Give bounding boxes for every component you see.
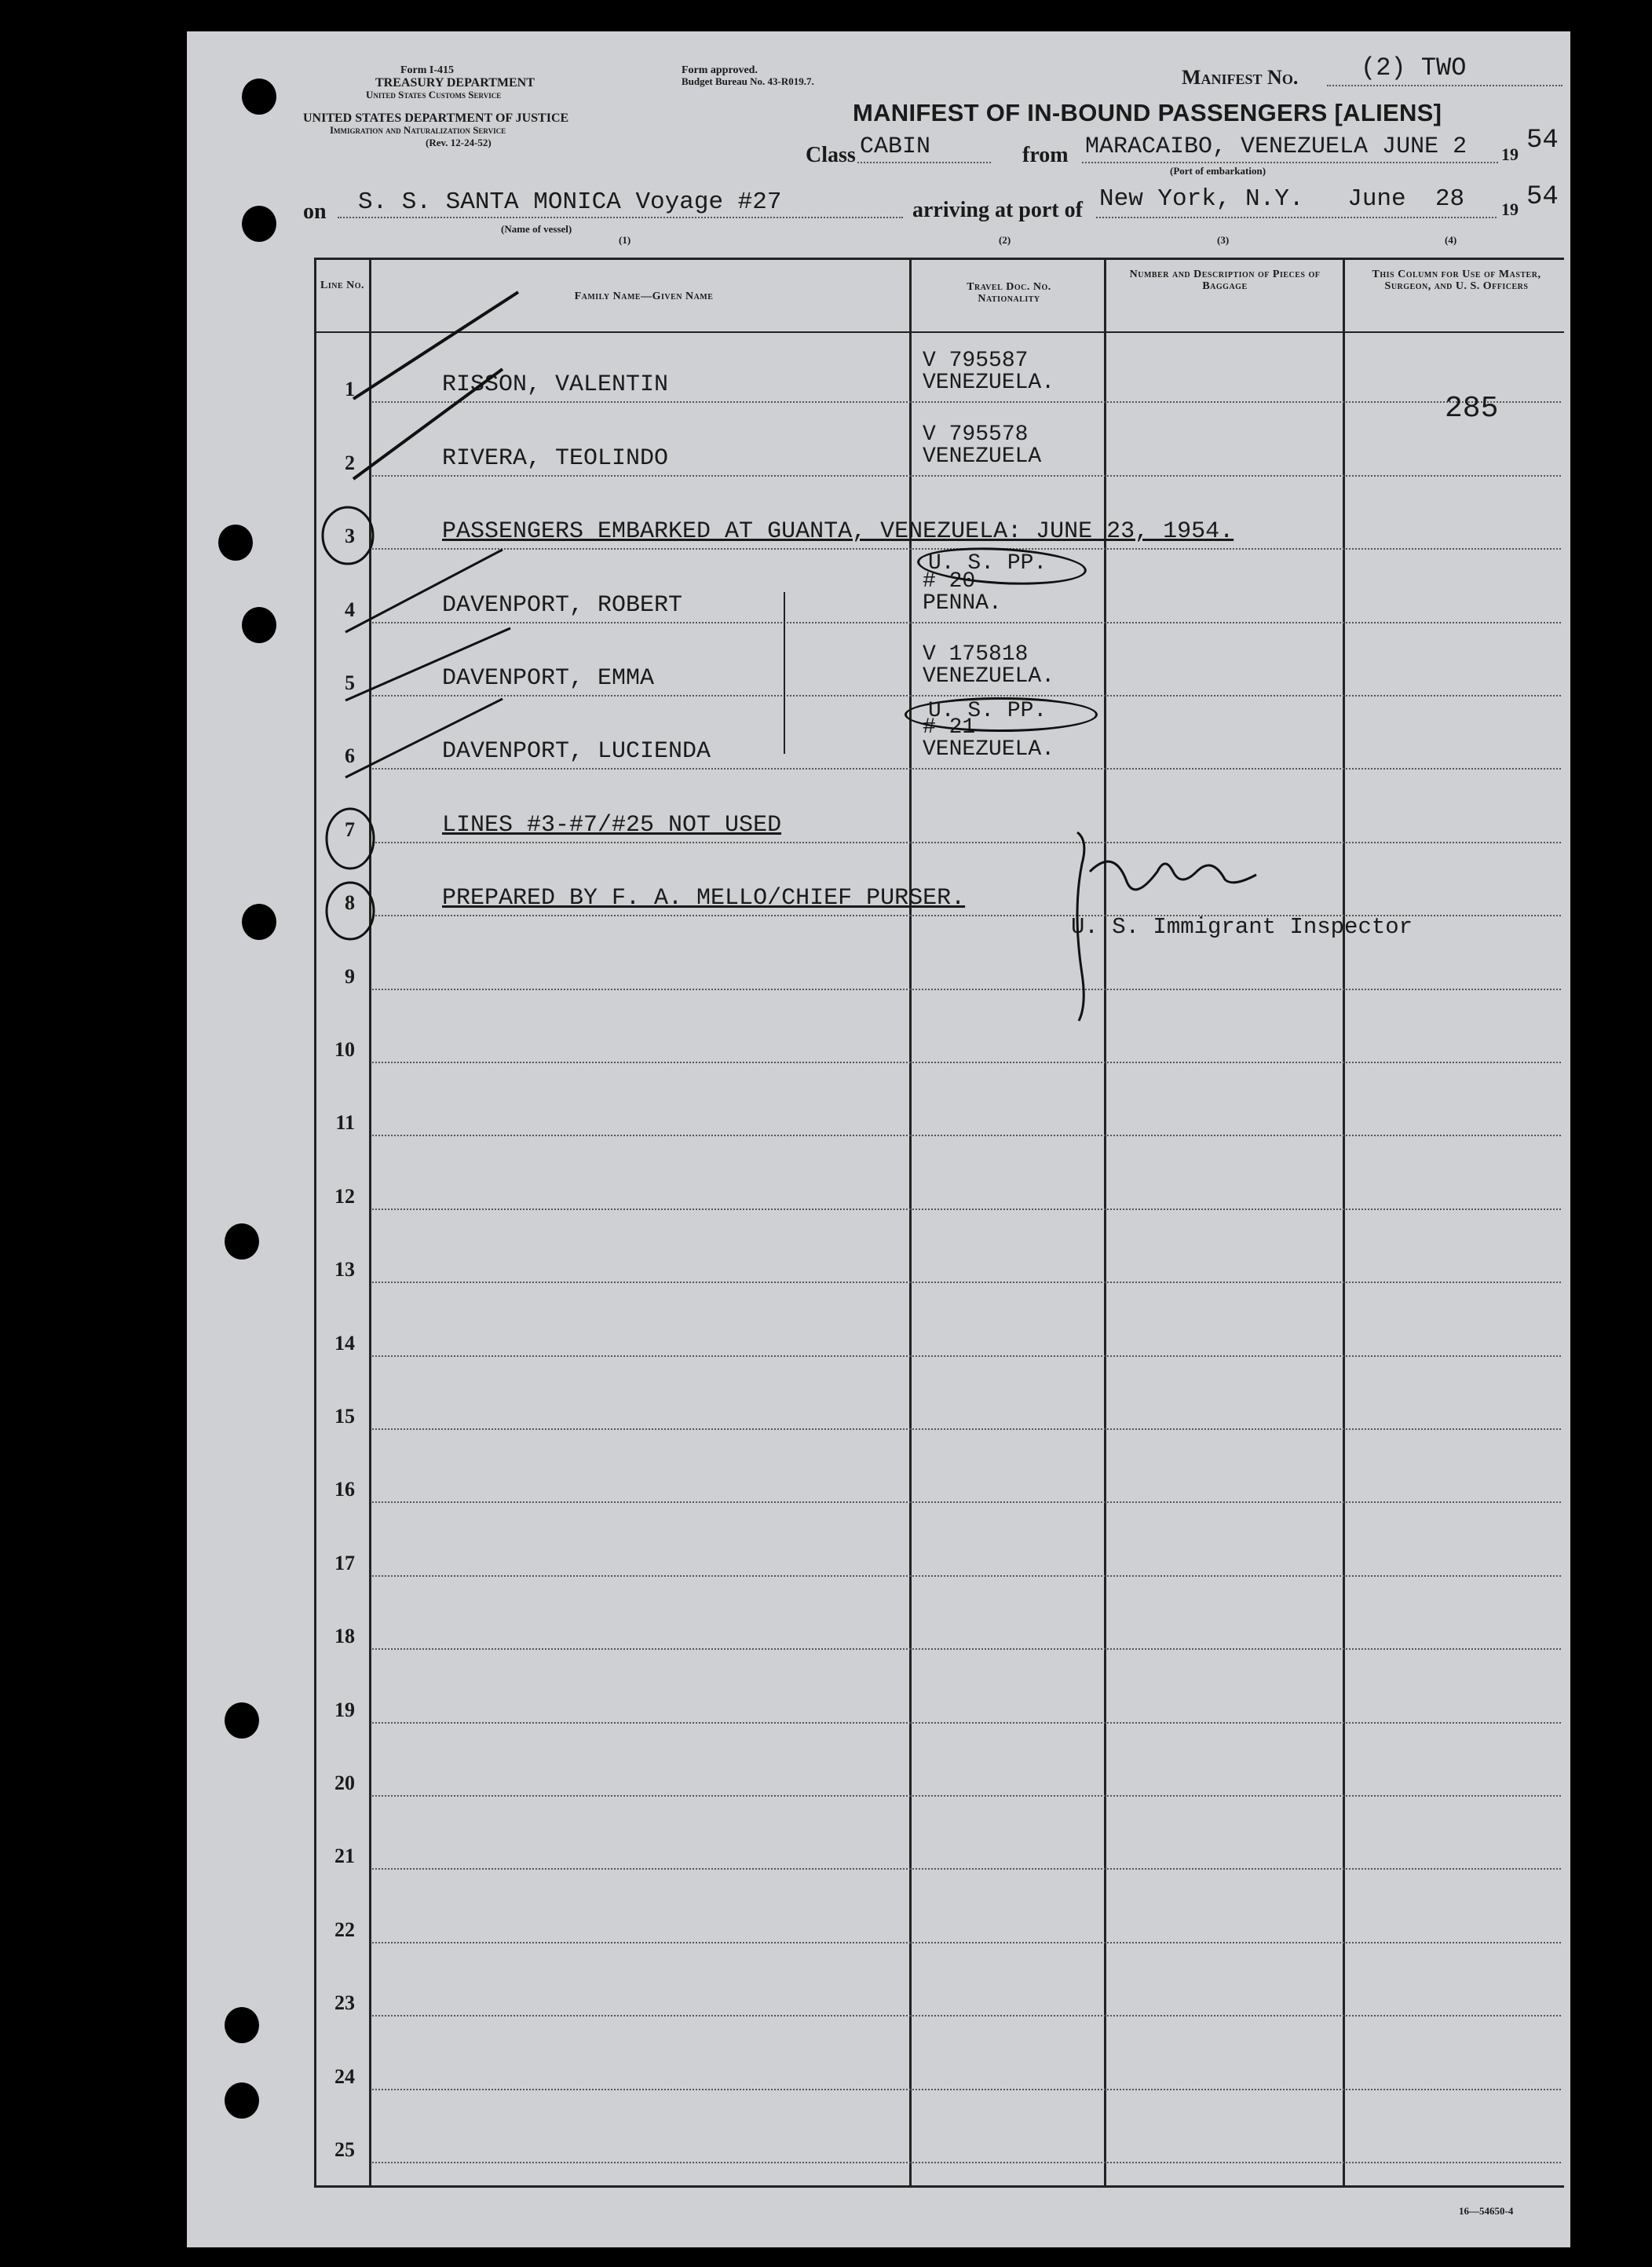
row4-doc0: U. S. PP.: [928, 551, 1047, 576]
col-marker-2: (2): [999, 234, 1011, 246]
binder-hole: [218, 525, 253, 561]
table-row: [314, 1071, 1570, 1144]
table-row: [314, 1438, 1570, 1511]
row-rule: [372, 1135, 1561, 1136]
table-row: [314, 2098, 1570, 2171]
row-number: 4: [345, 598, 355, 621]
from-rule: [1082, 162, 1498, 163]
row-number: 21: [334, 1845, 355, 1868]
bracket-line: [784, 592, 785, 754]
row-number: 11: [335, 1111, 355, 1135]
row-number: 17: [334, 1551, 355, 1574]
row-number: 15: [334, 1404, 355, 1428]
table-row: [314, 1731, 1570, 1804]
row5-doc3: U. S. PP.: [928, 699, 1047, 723]
manifest-no: (2) TWO: [1361, 53, 1467, 82]
arrival-rule: [1096, 217, 1497, 218]
customs-service: United States Customs Service: [366, 89, 502, 101]
nationality: VENEZUELA.: [923, 371, 1055, 396]
row-number: 25: [334, 2137, 355, 2161]
row-rule: [372, 1942, 1561, 1943]
class-value: CABIN: [860, 133, 931, 160]
binder-hole: [225, 1223, 259, 1260]
table-row: [314, 1804, 1570, 1878]
binder-hole: [242, 206, 276, 242]
table-row: [314, 1658, 1570, 1731]
treasury-dept: TREASURY DEPARTMENT: [375, 76, 535, 90]
binder-hole: [225, 1702, 259, 1739]
row-rule: [372, 2162, 1561, 2163]
row-number: 9: [345, 964, 355, 988]
arrival-port: New York, N.Y. June 28: [1099, 185, 1465, 213]
passenger-name: DAVENPORT, EMMA: [442, 664, 655, 692]
table-row: [314, 391, 1570, 484]
nationality: VENEZUELA.: [923, 737, 1055, 762]
vessel-name: S. S. SANTA MONICA Voyage #27: [358, 188, 782, 216]
table-top-rule: [314, 258, 1564, 260]
officer-note: 285: [1445, 391, 1499, 426]
col-marker-3: (3): [1217, 234, 1230, 246]
row-number: 19: [334, 1698, 355, 1721]
row-number: 13: [334, 1258, 355, 1282]
row-number: 3: [345, 525, 355, 548]
table-row: [314, 1511, 1570, 1584]
row-rule: [372, 1208, 1561, 1210]
row-rule: [372, 475, 1561, 477]
nationality: PENNA.: [923, 591, 1002, 616]
row-number: 23: [334, 1991, 355, 2015]
passenger-name: PASSENGERS EMBARKED AT GUANTA, VENEZUELA: JUNE 23, 1954.: [442, 518, 1234, 546]
row-rule: [372, 1795, 1561, 1797]
row-rule: [372, 1575, 1561, 1577]
row-rule: [372, 842, 1561, 843]
row-number: 12: [334, 1184, 355, 1208]
travel-doc-number: V 795587: [923, 349, 1029, 374]
manifest-no-label: Manifest No.: [1182, 66, 1299, 89]
header-doc: Travel Doc. No. Nationality: [967, 281, 1051, 305]
table-row: [314, 631, 1570, 704]
row-rule: [372, 1868, 1561, 1870]
revision: (Rev. 12-24-52): [426, 137, 492, 148]
row-rule: [372, 768, 1561, 770]
row-number: 6: [345, 744, 355, 768]
row-number: 20: [334, 1771, 355, 1794]
binder-hole: [225, 2007, 259, 2043]
row-rule: [372, 1282, 1561, 1283]
travel-doc-number: # 20: [923, 569, 976, 594]
manifest-no-rule: [1327, 85, 1562, 86]
passenger-name: DAVENPORT, ROBERT: [442, 591, 683, 619]
row-number: 1: [345, 378, 355, 401]
budget-bureau: Budget Bureau No. 43-R019.7.: [682, 75, 814, 87]
arriving-label: arriving at port of: [912, 198, 1083, 222]
form-code: 16—54650-4: [1459, 2205, 1514, 2217]
arrival-year-prefix: 19: [1501, 199, 1519, 219]
passenger-name: RISSON, VALENTIN: [442, 371, 669, 399]
row-number: 22: [334, 1918, 355, 1941]
arrival-year: 54: [1526, 182, 1559, 212]
header-name: Family Name—Given Name: [574, 291, 714, 302]
binder-hole: [242, 79, 276, 115]
row-number: 7: [345, 817, 355, 841]
binder-hole: [242, 607, 276, 643]
form-approved: Form approved.: [682, 64, 758, 76]
row-rule: [372, 2089, 1561, 2090]
travel-doc-number: V 795578: [923, 422, 1029, 447]
table-row: [314, 1144, 1570, 1217]
class-label: Class: [806, 143, 856, 167]
row-number: 18: [334, 1625, 355, 1648]
row-number: 10: [334, 1037, 355, 1061]
row-rule: [372, 695, 1561, 697]
row-rule: [372, 401, 1561, 403]
table-row: [314, 1365, 1570, 1438]
table-row: [314, 1218, 1570, 1291]
row-number: 24: [334, 2064, 355, 2088]
passenger-name: RIVERA, TEOLINDO: [442, 444, 669, 472]
nationality: VENEZUELA: [923, 444, 1042, 469]
table-row: [314, 998, 1570, 1071]
inspector-title: U. S. Immigrant Inspector: [1071, 914, 1413, 940]
travel-doc-number: # 21: [923, 715, 976, 740]
from-value: MARACAIBO, VENEZUELA JUNE 2: [1085, 133, 1467, 160]
from-year-prefix: 19: [1501, 144, 1519, 164]
table-row: [314, 777, 1570, 850]
row-rule: [372, 1062, 1561, 1063]
vessel-label: (Name of vessel): [501, 223, 572, 235]
row-rule: [372, 1501, 1561, 1503]
vessel-rule: [338, 217, 903, 218]
passenger-name: DAVENPORT, LUCIENDA: [442, 738, 711, 766]
table-row: [314, 1878, 1570, 1951]
table-row: [314, 2024, 1570, 2097]
row-number: 2: [345, 451, 355, 474]
header-line-no: Line No.: [320, 280, 365, 291]
binder-hole: [225, 2082, 259, 2119]
row-rule: [372, 622, 1561, 623]
passenger-name: PREPARED BY F. A. MELLO/CHIEF PURSER.: [442, 885, 966, 912]
binder-hole: [242, 904, 276, 940]
nationality: VENEZUELA.: [923, 664, 1055, 689]
row-rule: [372, 989, 1561, 990]
table-row: [314, 1291, 1570, 1364]
doj-label: UNITED STATES DEPARTMENT OF JUSTICE: [303, 112, 569, 125]
table-row: [314, 1951, 1570, 2024]
from-label: from: [1022, 143, 1069, 167]
on-label: on: [303, 199, 327, 224]
table-row: [314, 338, 1570, 411]
col-marker-1: (1): [619, 234, 631, 246]
port-embark-label: (Port of embarkation): [1170, 165, 1266, 177]
table-row: [314, 484, 1570, 558]
col-marker-4: (4): [1445, 234, 1457, 246]
row-rule: [372, 1722, 1561, 1724]
travel-doc-number: V 175818: [923, 642, 1029, 667]
passenger-name: LINES #3-#7/#25 NOT USED: [442, 811, 782, 839]
row-number: 8: [345, 891, 355, 915]
row-rule: [372, 1355, 1561, 1357]
header-officers: This Column for Use of Master, Surgeon, and U. S. Officers: [1372, 269, 1541, 292]
ins-label: Immigration and Naturalization Service: [330, 124, 506, 136]
manifest-title: MANIFEST OF IN-BOUND PASSENGERS [ALIENS]: [853, 99, 1442, 126]
form-number: Form I-415: [400, 64, 455, 76]
class-rule: [857, 162, 991, 163]
row-number: 5: [345, 671, 355, 694]
row-rule: [372, 1648, 1561, 1650]
row-number: 16: [334, 1478, 355, 1501]
row-rule: [372, 1428, 1561, 1430]
table-row: [314, 1585, 1570, 1658]
from-year: 54: [1526, 126, 1559, 155]
table-bottom-rule: [314, 2185, 1564, 2188]
header-bottom-rule: [314, 331, 1564, 333]
row-rule: [372, 2015, 1561, 2017]
header-baggage: Number and Description of Pieces of Baggage: [1129, 269, 1321, 292]
row-number: 14: [334, 1331, 355, 1355]
